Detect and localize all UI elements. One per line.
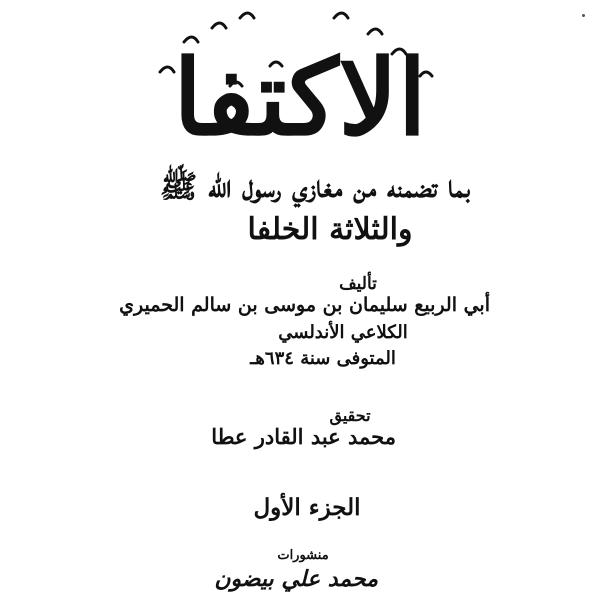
book-title xyxy=(120,6,480,156)
subtitle-line-1: بما تضمنه من مغازي رسول الله ﷺ xyxy=(159,169,471,205)
author-heading: تأليف xyxy=(339,274,377,294)
subtitle-line-2: والثلاثة الخلفا xyxy=(247,212,413,247)
book-title-graphic xyxy=(120,6,480,156)
author-name-line-2: الكلاعي الأندلسي xyxy=(278,322,408,343)
publisher-name: محمد علي بيضون xyxy=(214,566,378,592)
author-death-date: المتوفى سنة ٦٣٤هـ xyxy=(250,348,396,369)
page-speck xyxy=(582,14,585,17)
editor-heading: تحقيق xyxy=(329,406,371,425)
book-title-text: الاكتفا xyxy=(173,36,427,156)
publisher-heading: منشورات xyxy=(277,548,329,563)
editor-name: محمد عبد القادر عطا xyxy=(211,424,396,449)
volume-label: الجزء الأول xyxy=(253,494,361,521)
author-name-line-1: أبي الربيع سليمان بن موسى بن سالم الحميري xyxy=(119,294,490,316)
